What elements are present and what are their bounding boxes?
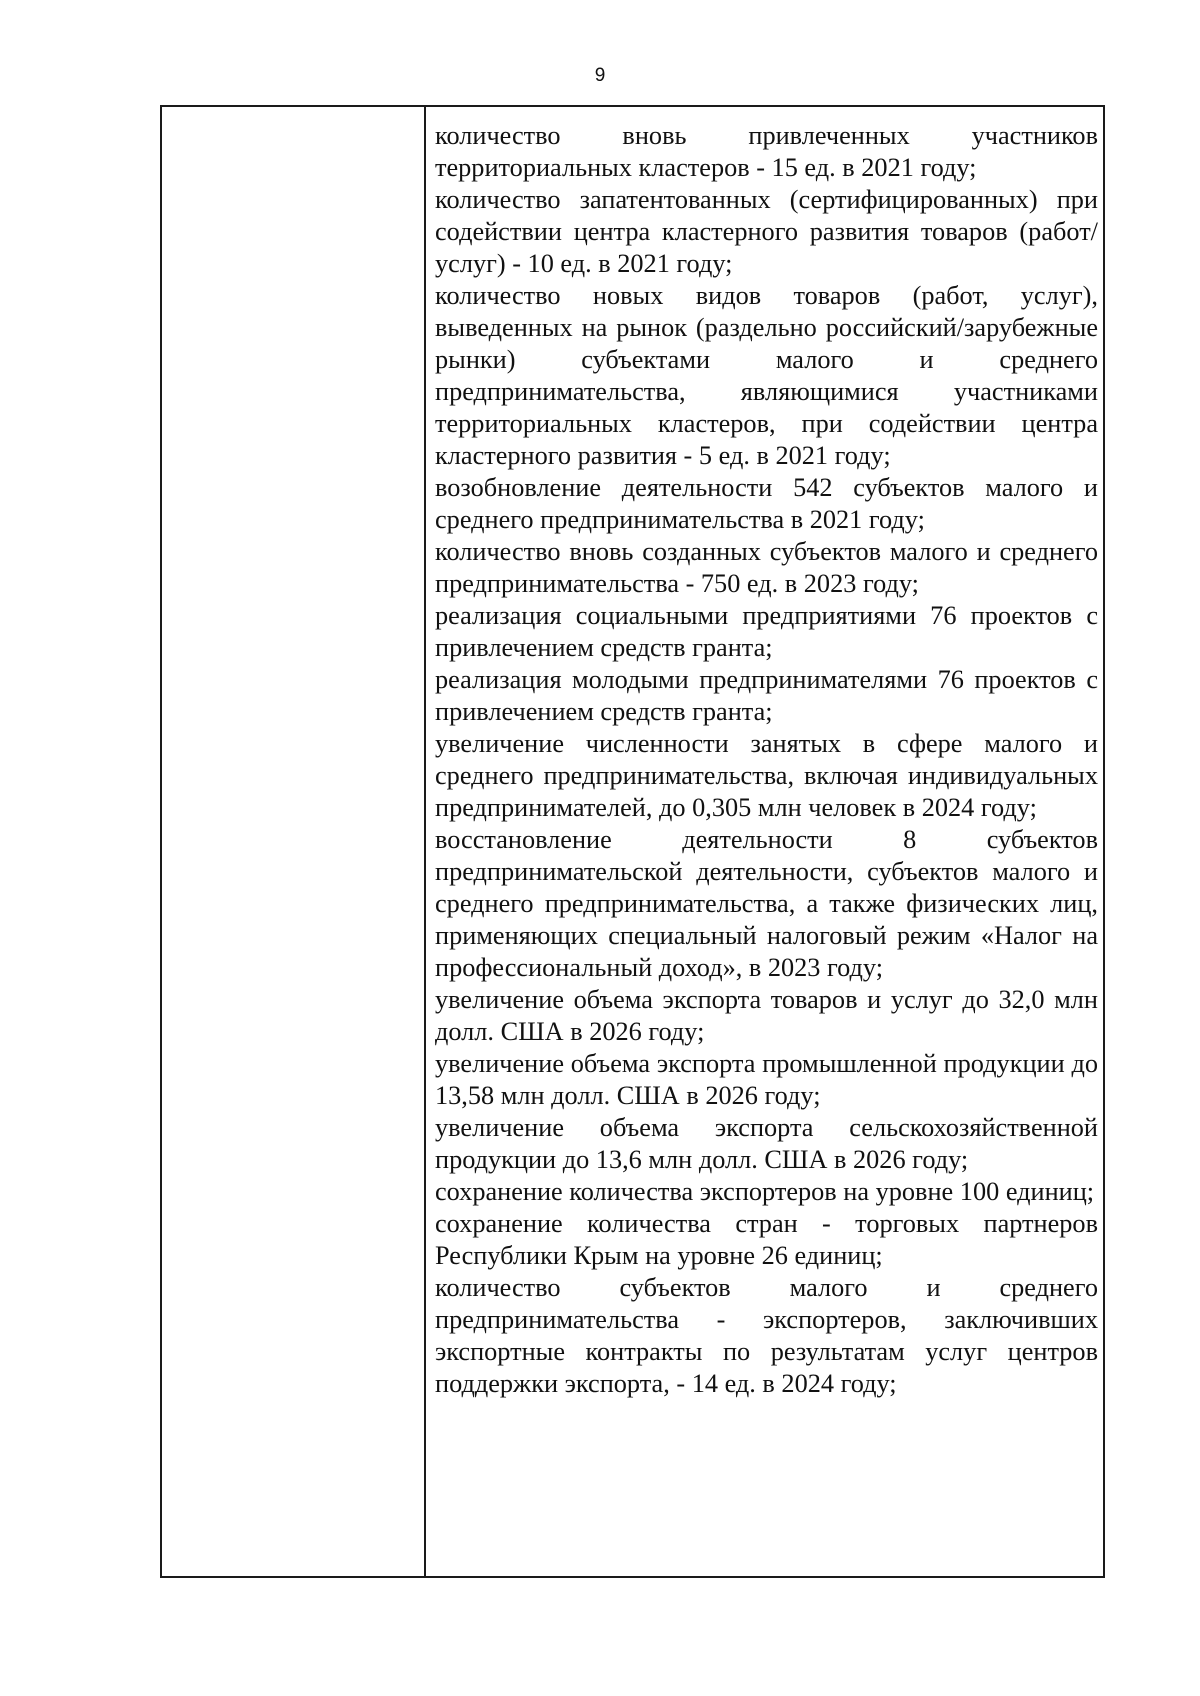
list-item: реализация молодыми предпринимателями 76 проектов с привлечением средств гранта; [435,665,1098,726]
list-item: реализация социальными предприятиями 76 проектов с привлечением средств гранта; [435,601,1098,662]
list-item: увеличение объема экспорта промышленной продукции до 13,58 млн долл. США в 2026 году; [435,1049,1098,1110]
list-item: сохранение количества стран - торговых партнеров Республики Крым на уровне 26 единиц; [435,1209,1098,1270]
list-item: количество вновь созданных субъектов малого и среднего предпринимательства - 750 ед. в 2023 году; [435,537,1098,598]
list-item: количество субъектов малого и среднего предпринимательства - экспортеров, заключивших экспортные контракты по результатам услуг центров поддержки экспорта, - 14 ед. в 2024 году; [435,1273,1098,1398]
document-table [160,105,1105,1578]
table-left-cell [162,107,426,1576]
list-item: сохранение количества экспортеров на уровне 100 единиц; [435,1177,1095,1206]
list-item: количество вновь привлеченных участников территориальных кластеров - 15 ед. в 2021 году; [435,121,1098,182]
list-item: увеличение численности занятых в сфере малого и среднего предпринимательства, включая индивидуальных предпринимателей, до 0,305 млн человек в 2024 году; [435,729,1098,822]
list-item: увеличение объема экспорта товаров и услуг до 32,0 млн долл. США в 2026 году; [435,985,1098,1046]
table-right-cell [426,107,1103,1576]
list-item: количество новых видов товаров (работ, услуг), выведенных на рынок (раздельно российский/зарубежные рынки) субъектами малого и среднего предпринимательства, являющимися участниками территориальных кластеров, при содействии центра кластерного развития - 5 ед. в 2021 году; [435,281,1098,470]
list-item: возобновление деятельности 542 субъектов малого и среднего предпринимательства в 2021 году; [435,473,1098,534]
page-number: 9 [594,65,606,86]
list-item: количество запатентованных (сертифицированных) при содействии центра кластерного развития товаров (работ/услуг) - 10 ед. в 2021 году; [435,185,1098,278]
list-item: восстановление деятельности 8 субъектов предпринимательской деятельности, субъектов малого и среднего предпринимательства, а также физических лиц, применяющих специальный налоговый режим «Налог на профессиональный доход», в 2023 году; [435,825,1098,982]
list-item: увеличение объема экспорта сельскохозяйственной продукции до 13,6 млн долл. США в 2026 году; [435,1113,1098,1174]
